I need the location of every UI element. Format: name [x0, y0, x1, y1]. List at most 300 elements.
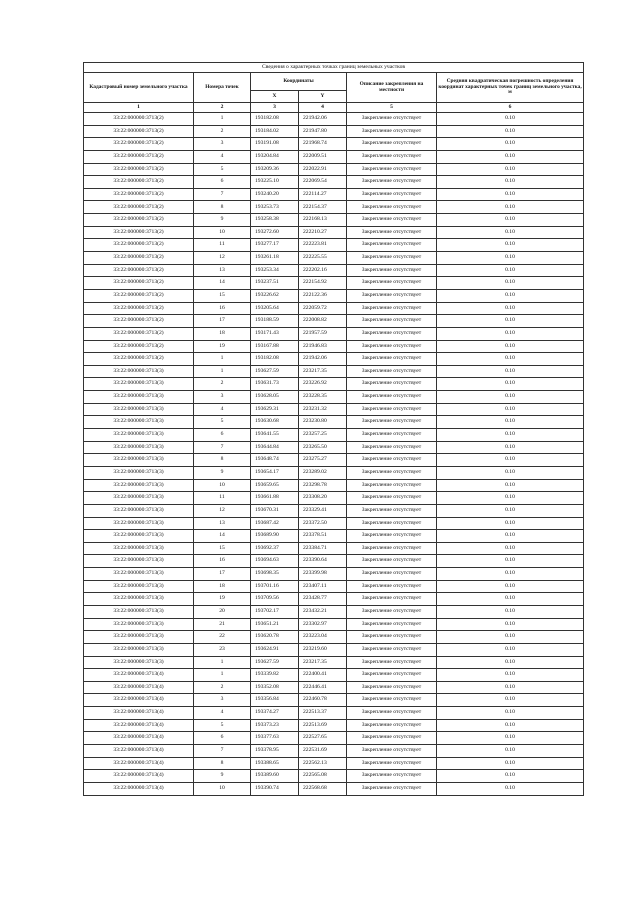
cadastral-number-cell: 33:22:000000:3713(2) — [84, 264, 194, 277]
table-row — [84, 429, 584, 442]
table-row — [84, 719, 584, 732]
point-number-cell: 2 — [194, 125, 251, 138]
point-number-cell: 1 — [194, 365, 251, 378]
x-coordinate-cell: 193670.31 — [251, 504, 299, 517]
point-number-cell: 11 — [194, 492, 251, 505]
y-coordinate-cell: 223372.50 — [299, 517, 347, 530]
y-coordinate-cell: 223219.60 — [299, 643, 347, 656]
cadastral-number-cell: 33:22:000000:3713(3) — [84, 391, 194, 404]
mean-error-cell: 0.10 — [437, 479, 584, 492]
description-cell: Закрепление отсутствует — [347, 568, 437, 581]
x-coordinate-cell: 193237.51 — [251, 277, 299, 290]
y-coordinate-cell: 222225.55 — [299, 252, 347, 265]
description-cell: Закрепление отсутствует — [347, 416, 437, 429]
description-cell: Закрепление отсутствует — [347, 504, 437, 517]
description-cell: Закрепление отсутствует — [347, 353, 437, 366]
y-coordinate-cell: 223378.51 — [299, 530, 347, 543]
description-cell: Закрепление отсутствует — [347, 555, 437, 568]
cadastral-number-cell: 33:22:000000:3713(2) — [84, 239, 194, 252]
table-row — [84, 188, 584, 201]
mean-error-cell: 0.10 — [437, 441, 584, 454]
mean-error-cell: 0.10 — [437, 176, 584, 189]
description-cell: Закрепление отсутствует — [347, 150, 437, 163]
description-cell: Закрепление отсутствует — [347, 656, 437, 669]
description-cell: Закрепление отсутствует — [347, 618, 437, 631]
x-coordinate-cell: 193339.82 — [251, 669, 299, 682]
cadastral-number-cell: 33:22:000000:3713(3) — [84, 542, 194, 555]
y-coordinate-cell: 223217.35 — [299, 365, 347, 378]
point-number-cell: 22 — [194, 631, 251, 644]
description-cell: Закрепление отсутствует — [347, 466, 437, 479]
x-coordinate-cell: 193182.08 — [251, 353, 299, 366]
column-number: 2 — [194, 103, 251, 113]
header-cadastral-number: Кадастровый номер земельного участка — [84, 73, 194, 103]
cadastral-number-cell: 33:22:000000:3713(4) — [84, 669, 194, 682]
description-cell: Закрепление отсутствует — [347, 429, 437, 442]
description-cell: Закрепление отсутствует — [347, 201, 437, 214]
x-coordinate-cell: 193226.62 — [251, 289, 299, 302]
mean-error-cell: 0.10 — [437, 580, 584, 593]
x-coordinate-cell: 193171.43 — [251, 327, 299, 340]
cadastral-number-cell: 33:22:000000:3713(4) — [84, 757, 194, 770]
description-cell: Закрепление отсутствует — [347, 163, 437, 176]
point-number-cell: 7 — [194, 188, 251, 201]
x-coordinate-cell: 193689.90 — [251, 530, 299, 543]
x-coordinate-cell: 193629.31 — [251, 403, 299, 416]
table-row — [84, 416, 584, 429]
mean-error-cell: 0.10 — [437, 378, 584, 391]
header-x: X — [251, 91, 299, 103]
description-cell: Закрепление отсутствует — [347, 681, 437, 694]
y-coordinate-cell: 222565.08 — [299, 770, 347, 783]
point-number-cell: 10 — [194, 782, 251, 795]
description-cell: Закрепление отсутствует — [347, 302, 437, 315]
point-number-cell: 1 — [194, 353, 251, 366]
y-coordinate-cell: 223390.64 — [299, 555, 347, 568]
y-coordinate-cell: 222400.41 — [299, 669, 347, 682]
x-coordinate-cell: 193687.42 — [251, 517, 299, 530]
y-coordinate-cell: 221942.06 — [299, 113, 347, 126]
y-coordinate-cell: 222122.36 — [299, 289, 347, 302]
mean-error-cell: 0.10 — [437, 150, 584, 163]
point-number-cell: 23 — [194, 643, 251, 656]
mean-error-cell: 0.10 — [437, 353, 584, 366]
table-row — [84, 327, 584, 340]
table-body — [84, 113, 584, 796]
point-number-cell: 1 — [194, 669, 251, 682]
x-coordinate-cell: 193258.38 — [251, 214, 299, 227]
point-number-cell: 17 — [194, 315, 251, 328]
mean-error-cell: 0.10 — [437, 517, 584, 530]
mean-error-cell: 0.10 — [437, 315, 584, 328]
x-coordinate-cell: 193253.73 — [251, 201, 299, 214]
mean-error-cell: 0.10 — [437, 214, 584, 227]
description-cell: Закрепление отсутствует — [347, 707, 437, 720]
cadastral-number-cell: 33:22:000000:3713(4) — [84, 732, 194, 745]
description-cell: Закрепление отсутствует — [347, 277, 437, 290]
description-cell: Закрепление отсутствует — [347, 593, 437, 606]
point-number-cell: 5 — [194, 416, 251, 429]
y-coordinate-cell: 222562.13 — [299, 757, 347, 770]
cadastral-number-cell: 33:22:000000:3713(2) — [84, 289, 194, 302]
x-coordinate-cell: 193253.34 — [251, 264, 299, 277]
y-coordinate-cell: 222460.78 — [299, 694, 347, 707]
cadastral-number-cell: 33:22:000000:3713(4) — [84, 719, 194, 732]
description-cell: Закрепление отсутствует — [347, 239, 437, 252]
x-coordinate-cell: 193630.68 — [251, 416, 299, 429]
point-number-cell: 16 — [194, 302, 251, 315]
y-coordinate-cell: 222446.41 — [299, 681, 347, 694]
description-cell: Закрепление отсутствует — [347, 214, 437, 227]
y-coordinate-cell: 222114.27 — [299, 188, 347, 201]
table-row — [84, 150, 584, 163]
y-coordinate-cell: 223302.97 — [299, 618, 347, 631]
header-mean-error: Средняя квадратическая погрешность определения координат характерных точек границ земельного участка, м — [437, 73, 584, 103]
y-coordinate-cell: 223384.71 — [299, 542, 347, 555]
mean-error-cell: 0.10 — [437, 782, 584, 795]
point-number-cell: 13 — [194, 517, 251, 530]
description-cell: Закрепление отсутствует — [347, 391, 437, 404]
description-cell: Закрепление отсутствует — [347, 289, 437, 302]
point-number-cell: 19 — [194, 593, 251, 606]
table-row — [84, 441, 584, 454]
table-row — [84, 163, 584, 176]
table-row — [84, 214, 584, 227]
description-cell: Закрепление отсутствует — [347, 188, 437, 201]
x-coordinate-cell: 193631.73 — [251, 378, 299, 391]
y-coordinate-cell: 223308.20 — [299, 492, 347, 505]
cadastral-number-cell: 33:22:000000:3713(4) — [84, 770, 194, 783]
cadastral-number-cell: 33:22:000000:3713(2) — [84, 327, 194, 340]
y-coordinate-cell: 221968.74 — [299, 138, 347, 151]
description-cell: Закрепление отсутствует — [347, 264, 437, 277]
x-coordinate-cell: 193191.08 — [251, 138, 299, 151]
point-number-cell: 8 — [194, 201, 251, 214]
description-cell: Закрепление отсутствует — [347, 694, 437, 707]
y-coordinate-cell: 222202.16 — [299, 264, 347, 277]
x-coordinate-cell: 193659.65 — [251, 479, 299, 492]
cadastral-number-cell: 33:22:000000:3713(2) — [84, 302, 194, 315]
y-coordinate-cell: 223399.98 — [299, 568, 347, 581]
point-number-cell: 3 — [194, 391, 251, 404]
point-number-cell: 9 — [194, 466, 251, 479]
table-row — [84, 631, 584, 644]
cadastral-number-cell: 33:22:000000:3713(2) — [84, 226, 194, 239]
cadastral-number-cell: 33:22:000000:3713(3) — [84, 631, 194, 644]
y-coordinate-cell: 222022.91 — [299, 163, 347, 176]
cadastral-number-cell: 33:22:000000:3713(2) — [84, 150, 194, 163]
mean-error-cell: 0.10 — [437, 694, 584, 707]
cadastral-number-cell: 33:22:000000:3713(2) — [84, 340, 194, 353]
table-row — [84, 226, 584, 239]
table-row — [84, 138, 584, 151]
mean-error-cell: 0.10 — [437, 770, 584, 783]
x-coordinate-cell: 193628.05 — [251, 391, 299, 404]
x-coordinate-cell: 193209.36 — [251, 163, 299, 176]
mean-error-cell: 0.10 — [437, 681, 584, 694]
table-row — [84, 201, 584, 214]
mean-error-cell: 0.10 — [437, 719, 584, 732]
x-coordinate-cell: 193390.74 — [251, 782, 299, 795]
x-coordinate-cell: 193694.63 — [251, 555, 299, 568]
point-number-cell: 4 — [194, 403, 251, 416]
table-row — [84, 492, 584, 505]
description-cell: Закрепление отсутствует — [347, 542, 437, 555]
mean-error-cell: 0.10 — [437, 568, 584, 581]
mean-error-cell: 0.10 — [437, 429, 584, 442]
mean-error-cell: 0.10 — [437, 757, 584, 770]
point-number-cell: 3 — [194, 694, 251, 707]
point-number-cell: 15 — [194, 542, 251, 555]
table-row — [84, 605, 584, 618]
cadastral-number-cell: 33:22:000000:3713(3) — [84, 454, 194, 467]
y-coordinate-cell: 223226.92 — [299, 378, 347, 391]
cadastral-number-cell: 33:22:000000:3713(3) — [84, 403, 194, 416]
table-row — [84, 239, 584, 252]
y-coordinate-cell: 223275.27 — [299, 454, 347, 467]
description-cell: Закрепление отсутствует — [347, 605, 437, 618]
cadastral-number-cell: 33:22:000000:3713(2) — [84, 113, 194, 126]
point-number-cell: 21 — [194, 618, 251, 631]
point-number-cell: 7 — [194, 441, 251, 454]
table-row — [84, 580, 584, 593]
point-number-cell: 5 — [194, 719, 251, 732]
x-coordinate-cell: 193388.65 — [251, 757, 299, 770]
table-row — [84, 656, 584, 669]
x-coordinate-cell: 193648.74 — [251, 454, 299, 467]
y-coordinate-cell: 221946.83 — [299, 340, 347, 353]
mean-error-cell: 0.10 — [437, 252, 584, 265]
y-coordinate-cell: 222531.69 — [299, 745, 347, 758]
cadastral-number-cell: 33:22:000000:3713(3) — [84, 618, 194, 631]
point-number-cell: 16 — [194, 555, 251, 568]
description-cell: Закрепление отсутствует — [347, 530, 437, 543]
x-coordinate-cell: 193701.16 — [251, 580, 299, 593]
table-row — [84, 745, 584, 758]
column-number: 3 — [251, 103, 299, 113]
header-y: Y — [299, 91, 347, 103]
table-row — [84, 707, 584, 720]
mean-error-cell: 0.10 — [437, 732, 584, 745]
header-description: Описание закрепления на местности — [347, 73, 437, 103]
cadastral-number-cell: 33:22:000000:3713(2) — [84, 277, 194, 290]
column-number: 4 — [299, 103, 347, 113]
table-row — [84, 694, 584, 707]
mean-error-cell: 0.10 — [437, 593, 584, 606]
column-numbers-row — [84, 103, 584, 113]
point-number-cell: 10 — [194, 226, 251, 239]
point-number-cell: 6 — [194, 176, 251, 189]
description-cell: Закрепление отсутствует — [347, 315, 437, 328]
point-number-cell: 19 — [194, 340, 251, 353]
y-coordinate-cell: 223231.32 — [299, 403, 347, 416]
table-row — [84, 618, 584, 631]
description-cell: Закрепление отсутствует — [347, 226, 437, 239]
x-coordinate-cell: 193205.64 — [251, 302, 299, 315]
cadastral-number-cell: 33:22:000000:3713(3) — [84, 530, 194, 543]
x-coordinate-cell: 193352.08 — [251, 681, 299, 694]
x-coordinate-cell: 193378.95 — [251, 745, 299, 758]
cadastral-number-cell: 33:22:000000:3713(3) — [84, 378, 194, 391]
mean-error-cell: 0.10 — [437, 188, 584, 201]
y-coordinate-cell: 222527.65 — [299, 732, 347, 745]
x-coordinate-cell: 193261.18 — [251, 252, 299, 265]
table-row — [84, 125, 584, 138]
point-number-cell: 6 — [194, 429, 251, 442]
description-cell: Закрепление отсутствует — [347, 138, 437, 151]
y-coordinate-cell: 221947.80 — [299, 125, 347, 138]
mean-error-cell: 0.10 — [437, 530, 584, 543]
mean-error-cell: 0.10 — [437, 605, 584, 618]
cadastral-number-cell: 33:22:000000:3713(2) — [84, 353, 194, 366]
mean-error-cell: 0.10 — [437, 226, 584, 239]
y-coordinate-cell: 222069.54 — [299, 176, 347, 189]
cadastral-number-cell: 33:22:000000:3713(3) — [84, 429, 194, 442]
table-row — [84, 252, 584, 265]
x-coordinate-cell: 193641.55 — [251, 429, 299, 442]
table-row — [84, 340, 584, 353]
cadastral-number-cell: 33:22:000000:3713(4) — [84, 694, 194, 707]
point-number-cell: 14 — [194, 530, 251, 543]
y-coordinate-cell: 223265.50 — [299, 441, 347, 454]
description-cell: Закрепление отсутствует — [347, 176, 437, 189]
cadastral-number-cell: 33:22:000000:3713(2) — [84, 214, 194, 227]
y-coordinate-cell: 223329.41 — [299, 504, 347, 517]
table-row — [84, 555, 584, 568]
table-row — [84, 669, 584, 682]
point-number-cell: 15 — [194, 289, 251, 302]
mean-error-cell: 0.10 — [437, 163, 584, 176]
mean-error-cell: 0.10 — [437, 138, 584, 151]
table-row — [84, 302, 584, 315]
mean-error-cell: 0.10 — [437, 289, 584, 302]
table-row — [84, 732, 584, 745]
table-row — [84, 289, 584, 302]
table-row — [84, 454, 584, 467]
mean-error-cell: 0.10 — [437, 555, 584, 568]
y-coordinate-cell: 222513.69 — [299, 719, 347, 732]
cadastral-number-cell: 33:22:000000:3713(3) — [84, 517, 194, 530]
description-cell: Закрепление отсутствует — [347, 745, 437, 758]
y-coordinate-cell: 222059.72 — [299, 302, 347, 315]
x-coordinate-cell: 193692.37 — [251, 542, 299, 555]
x-coordinate-cell: 193373.23 — [251, 719, 299, 732]
mean-error-cell: 0.10 — [437, 745, 584, 758]
description-cell: Закрепление отсутствует — [347, 669, 437, 682]
cadastral-number-cell: 33:22:000000:3713(2) — [84, 125, 194, 138]
mean-error-cell: 0.10 — [437, 631, 584, 644]
cadastral-number-cell: 33:22:000000:3713(3) — [84, 555, 194, 568]
x-coordinate-cell: 193389.60 — [251, 770, 299, 783]
y-coordinate-cell: 222154.37 — [299, 201, 347, 214]
cadastral-number-cell: 33:22:000000:3713(2) — [84, 252, 194, 265]
header-point-number: Номера точек — [194, 73, 251, 103]
y-coordinate-cell: 222568.68 — [299, 782, 347, 795]
y-coordinate-cell: 223223.04 — [299, 631, 347, 644]
mean-error-cell: 0.10 — [437, 542, 584, 555]
table-row — [84, 403, 584, 416]
mean-error-cell: 0.10 — [437, 454, 584, 467]
description-cell: Закрепление отсутствует — [347, 643, 437, 656]
y-coordinate-cell: 222210.27 — [299, 226, 347, 239]
point-number-cell: 8 — [194, 454, 251, 467]
point-number-cell: 9 — [194, 770, 251, 783]
mean-error-cell: 0.10 — [437, 669, 584, 682]
y-coordinate-cell: 222223.81 — [299, 239, 347, 252]
cadastral-number-cell: 33:22:000000:3713(2) — [84, 188, 194, 201]
mean-error-cell: 0.10 — [437, 391, 584, 404]
column-number: 1 — [84, 103, 194, 113]
table-row — [84, 277, 584, 290]
point-number-cell: 7 — [194, 745, 251, 758]
coordinates-document — [83, 62, 583, 796]
x-coordinate-cell: 193204.84 — [251, 150, 299, 163]
x-coordinate-cell: 193225.10 — [251, 176, 299, 189]
y-coordinate-cell: 223289.02 — [299, 466, 347, 479]
x-coordinate-cell: 193661.88 — [251, 492, 299, 505]
cadastral-number-cell: 33:22:000000:3713(4) — [84, 707, 194, 720]
point-number-cell: 12 — [194, 252, 251, 265]
point-number-cell: 3 — [194, 138, 251, 151]
y-coordinate-cell: 223230.80 — [299, 416, 347, 429]
table-row — [84, 113, 584, 126]
description-cell: Закрепление отсутствует — [347, 492, 437, 505]
mean-error-cell: 0.10 — [437, 277, 584, 290]
table-row — [84, 593, 584, 606]
table-title: Сведения о характерных точках границ земельных участков — [84, 63, 584, 73]
cadastral-number-cell: 33:22:000000:3713(3) — [84, 416, 194, 429]
point-number-cell: 12 — [194, 504, 251, 517]
table-row — [84, 479, 584, 492]
x-coordinate-cell: 193654.17 — [251, 466, 299, 479]
point-number-cell: 13 — [194, 264, 251, 277]
table-row — [84, 176, 584, 189]
description-cell: Закрепление отсутствует — [347, 403, 437, 416]
cadastral-number-cell: 33:22:000000:3713(3) — [84, 656, 194, 669]
point-number-cell: 17 — [194, 568, 251, 581]
x-coordinate-cell: 193624.91 — [251, 643, 299, 656]
description-cell: Закрепление отсутствует — [347, 365, 437, 378]
y-coordinate-cell: 222009.51 — [299, 150, 347, 163]
boundary-points-table — [83, 62, 584, 796]
point-number-cell: 10 — [194, 479, 251, 492]
mean-error-cell: 0.10 — [437, 492, 584, 505]
x-coordinate-cell: 193651.21 — [251, 618, 299, 631]
cadastral-number-cell: 33:22:000000:3713(2) — [84, 315, 194, 328]
point-number-cell: 1 — [194, 656, 251, 669]
mean-error-cell: 0.10 — [437, 643, 584, 656]
table-row — [84, 391, 584, 404]
y-coordinate-cell: 223428.77 — [299, 593, 347, 606]
table-row — [84, 542, 584, 555]
y-coordinate-cell: 222008.82 — [299, 315, 347, 328]
x-coordinate-cell: 193182.08 — [251, 113, 299, 126]
cadastral-number-cell: 33:22:000000:3713(2) — [84, 138, 194, 151]
description-cell: Закрепление отсутствует — [347, 782, 437, 795]
table-row — [84, 681, 584, 694]
x-coordinate-cell: 193272.60 — [251, 226, 299, 239]
cadastral-number-cell: 33:22:000000:3713(3) — [84, 605, 194, 618]
point-number-cell: 4 — [194, 150, 251, 163]
mean-error-cell: 0.10 — [437, 504, 584, 517]
point-number-cell: 1 — [194, 113, 251, 126]
point-number-cell: 2 — [194, 681, 251, 694]
cadastral-number-cell: 33:22:000000:3713(4) — [84, 745, 194, 758]
y-coordinate-cell: 223257.25 — [299, 429, 347, 442]
table-row — [84, 466, 584, 479]
table-row — [84, 517, 584, 530]
point-number-cell: 14 — [194, 277, 251, 290]
